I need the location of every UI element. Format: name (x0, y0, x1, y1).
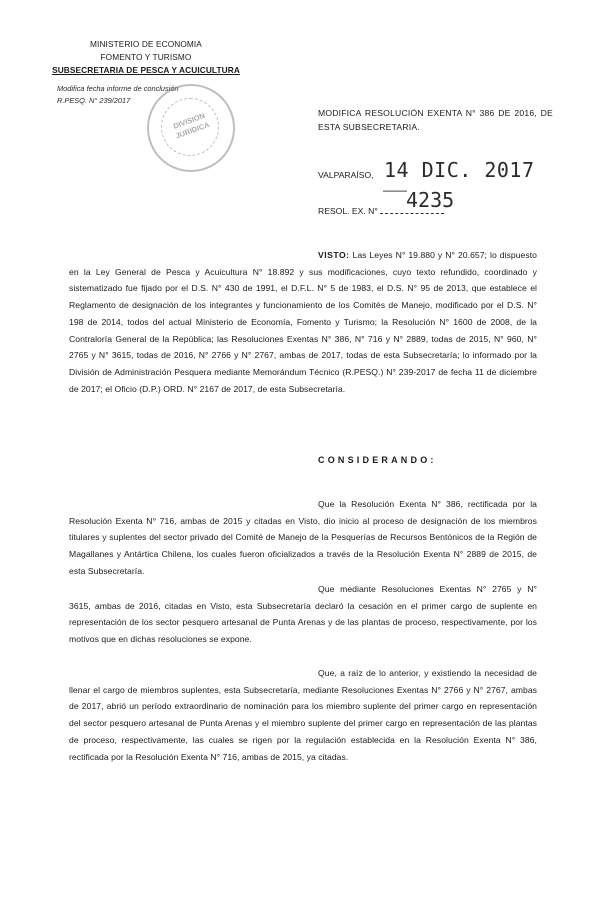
resolution-label: RESOL. EX. N° (318, 206, 378, 216)
official-stamp (147, 84, 235, 172)
annotation-line-2: R.PESQ. N° 239/2017 (57, 96, 131, 105)
considerando-paragraph-1: Que la Resolución Exenta N° 386, rectificada por la Resolución Exenta N° 716, ambas de 2015 y citadas en Visto, dio inicio al proceso de designación de los miembros titulares y suplentes del sector privado del Comité de Manejo de la Pesquerías de Recursos Bentónicos de la Región de Magallanes y Antártica Chilena, los cuales fueron oficializados a través de la Resolución Exenta N° 2889 de 2015, de esta Subsecretaría. (69, 499, 537, 576)
considerando-paragraph-3: Que, a raíz de lo anterior, y existiendo la necesidad de llenar el cargo de miembros suplentes, esta Subsecretaría, mediante Resoluciones Exentas N° 2766 y N° 2767, ambas de 2017, abrió un período extraordinario de nominación para los miembro suplente del primer cargo en representación del sector pesquero artesanal de Punta Arenas y el miembro suplente del primer cargo en representación de las plantas de proceso, respectivamente, las cuales se rigen por la regulación establecida en la Resolución Exenta N° 386, rectificada por la Resolución Exenta N° 716, ambas de 2015, ya citadas. (69, 668, 537, 762)
visto-text: Las Leyes N° 19.880 y N° 20.657; lo dispuesto en la Ley General de Pesca y Acuicultura N° 18.892 y sus modificaciones, cuyo texto refundido, coordinado y sistematizado fue fijado por el D.S. N° 430 de 1991, el D.F.L. N° 5 de 1983, el D.S. N° 95 de 2013, que establece el Reglamento de designación de los integrantes y funcionamiento de los Comités de Manejo, modificado por el D.S. N° 198 de 2014, todos del actual Ministerio de Economía, Fomento y Turismo; la Resolución N° 1600 de 2008, de la Contraloría General de la República; las Resoluciones Exentas N° 386, N° 716 y N° 2889, todas de 2015, N° 960, N° 2765 y N° 3615, todas de 2016, N° 2766 y N° 2767, ambas de 2017, todas de esta Subsecretaría; lo informado por la División de Administración Pesquera mediante Memorándum Técnico (R.PESQ.) N° 239-2017 de fecha 11 de diciembre de 2017; el Oficio (D.P.) ORD. N° 2167 de 2017, de esta Subsecretaría. (69, 250, 537, 394)
stamp-center-text: DIVISION JURIDICA (172, 110, 211, 141)
visto-label: VISTO: (318, 250, 350, 260)
annotation-line-1: Modifica fecha informe de conclusión (57, 84, 179, 93)
date-stamp: 14 DIC. 2017 (384, 158, 535, 182)
place-label: VALPARAÍSO, (318, 170, 374, 180)
resolution-number: 4235 (406, 188, 455, 212)
header-line-1: MINISTERIO DE ECONOMIA (90, 39, 202, 49)
document-reference: MODIFICA RESOLUCIÓN EXENTA N° 386 DE 2016, DE ESTA SUBSECRETARIA. (318, 108, 553, 132)
resol-dash-mark: —— (383, 183, 407, 197)
considerando-heading: CONSIDERANDO: (318, 455, 437, 465)
visto-paragraph (69, 247, 537, 397)
considerando-paragraph-2: Que mediante Resoluciones Exentas N° 2765 y N° 3615, ambas de 2016, citadas en Visto, esta Subsecretaría declaró la cesación en el primer cargo de suplente en representación de los sector pesquero artesanal de Punta Arenas y de las plantas de proceso, respectivamente, por los motivos que en dichas resoluciones se expone. (69, 584, 537, 645)
header-line-3: SUBSECRETARIA DE PESCA Y ACUICULTURA (52, 65, 240, 75)
ministry-header (36, 38, 256, 77)
header-line-2: FOMENTO Y TURISMO (100, 52, 192, 62)
resolution-number-line (380, 213, 444, 214)
